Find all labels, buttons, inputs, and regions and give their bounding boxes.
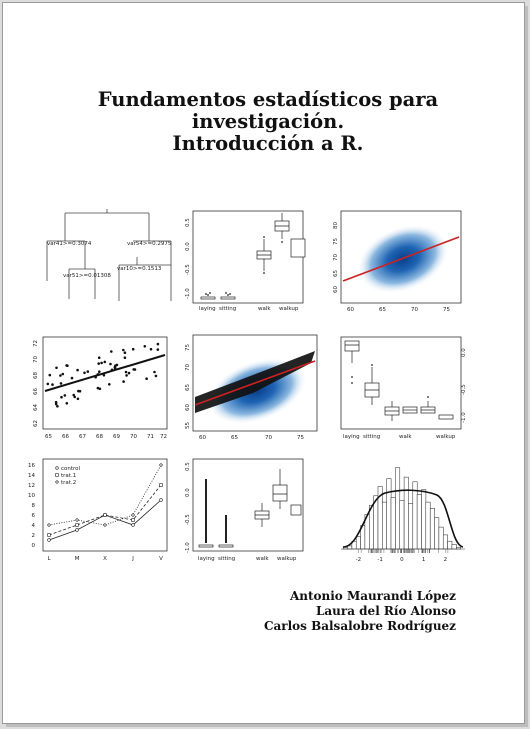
x-tick-label: 65 xyxy=(379,307,386,313)
x-tick-label: walk xyxy=(399,434,412,440)
x-tick-label: sitting xyxy=(218,556,236,562)
scatter-point xyxy=(60,396,63,399)
y-tick-label: -1.0 xyxy=(185,542,191,553)
scatter-point xyxy=(157,343,160,346)
scatter-point xyxy=(109,363,112,366)
x-tick-label: 70 xyxy=(130,434,137,440)
histogram-bar xyxy=(430,508,434,549)
histogram-bar xyxy=(426,502,430,549)
boxplot-panel-2 xyxy=(341,337,467,440)
x-tick-label: 65 xyxy=(231,435,238,441)
scatter-point xyxy=(100,362,103,365)
title-line-3: Introducción a R. xyxy=(172,132,364,155)
y-tick-label: 0.0 xyxy=(185,242,191,251)
x-tick-label: 70 xyxy=(265,435,272,441)
scatter-point xyxy=(77,398,80,401)
data-point xyxy=(160,499,163,502)
histogram-bar xyxy=(408,504,412,549)
x-tick-label: 67 xyxy=(79,434,86,440)
histogram-bar xyxy=(356,537,360,550)
y-tick-label: 8 xyxy=(31,503,35,509)
x-tick-label: M xyxy=(74,556,80,562)
y-tick-label: 4 xyxy=(31,523,35,529)
scatter-point xyxy=(62,373,65,376)
x-tick-label: 66 xyxy=(62,434,69,440)
y-tick-label: 75 xyxy=(333,238,339,245)
x-tick-label: 68 xyxy=(96,434,103,440)
x-tick-label: 72 xyxy=(160,434,167,440)
legend xyxy=(55,466,80,486)
histogram-panel xyxy=(341,468,465,563)
box xyxy=(273,485,287,501)
box xyxy=(345,341,359,351)
tree-label: var51>=0.01308 xyxy=(63,273,111,279)
x-tick-label: 2 xyxy=(443,557,448,563)
data-point xyxy=(48,534,51,537)
outlier-column xyxy=(205,479,207,543)
y-tick-label: 68 xyxy=(33,372,39,379)
box xyxy=(291,239,305,257)
box xyxy=(221,297,235,299)
scatter-point xyxy=(132,368,135,371)
y-tick-label: 0.0 xyxy=(461,348,467,357)
histogram-bar xyxy=(404,477,408,549)
figure-grid xyxy=(23,201,467,563)
y-tick-label: -1.0 xyxy=(461,412,467,423)
scatter-point xyxy=(76,369,79,372)
author-name: Laura del Río Alonso xyxy=(315,604,456,618)
document-page xyxy=(2,2,525,724)
title-line-2: investigación. xyxy=(191,110,345,133)
y-tick-label: 64 xyxy=(33,404,39,411)
x-tick-label: 60 xyxy=(347,307,354,313)
book-title xyxy=(63,89,473,155)
y-tick-label: 2 xyxy=(31,533,35,539)
scatter-point xyxy=(71,377,74,380)
y-tick-label: 65 xyxy=(185,384,191,391)
x-tick-label: walkup xyxy=(279,306,299,312)
y-tick-label: -0.5 xyxy=(185,264,191,275)
x-tick-label: walkup xyxy=(436,434,456,440)
scatter-point xyxy=(144,345,147,348)
y-tick-label: 62 xyxy=(33,420,39,427)
data-point xyxy=(159,463,162,466)
box xyxy=(201,297,215,299)
histogram-bar xyxy=(417,494,421,549)
scatter-point xyxy=(77,390,80,393)
legend-entry: trat.2 xyxy=(61,480,77,486)
y-tick-label: 70 xyxy=(33,356,39,363)
scatter-point xyxy=(155,375,158,378)
x-tick-label: V xyxy=(159,556,163,562)
scatter-point xyxy=(65,364,68,367)
scatter-point xyxy=(124,351,127,354)
scatter-point xyxy=(125,371,128,374)
scatter-point xyxy=(108,383,111,386)
scatter-point xyxy=(59,374,62,377)
y-tick-label: -0.5 xyxy=(461,384,467,395)
x-tick-label: 75 xyxy=(443,307,450,313)
histogram-bar xyxy=(391,497,395,549)
y-tick-label: 0 xyxy=(31,543,35,549)
data-point xyxy=(47,523,50,526)
box xyxy=(199,545,213,547)
y-tick-label: 70 xyxy=(185,364,191,371)
x-tick-label: 0 xyxy=(400,557,404,563)
y-tick-label: 60 xyxy=(185,404,191,411)
x-tick-label: -1 xyxy=(377,557,383,563)
tree-label: var41>=0.3074 xyxy=(47,241,92,247)
tree-label: var54>=0.2975 xyxy=(127,241,172,247)
legend-entry: trat.1 xyxy=(61,473,77,479)
x-tick-label: 71 xyxy=(147,434,154,440)
histogram-bar xyxy=(382,502,386,549)
scatter-point xyxy=(83,372,86,375)
box xyxy=(291,505,301,515)
y-tick-label: 6 xyxy=(31,513,35,519)
y-tick-label: -0.5 xyxy=(185,514,191,525)
x-tick-label: 60 xyxy=(199,435,206,441)
data-point xyxy=(103,523,106,526)
tree-label: var10>=0.1513 xyxy=(117,266,162,272)
x-tick-label: 75 xyxy=(297,435,304,441)
y-tick-label: 60 xyxy=(333,286,339,293)
data-point xyxy=(76,524,79,527)
y-tick-label: 0.5 xyxy=(185,462,191,471)
y-tick-label: -1.0 xyxy=(185,288,191,299)
histogram-bar xyxy=(452,544,456,549)
outlier-column xyxy=(225,515,227,543)
x-tick-label: walk xyxy=(256,556,269,562)
y-tick-label: 66 xyxy=(33,388,39,395)
series-line xyxy=(49,485,161,535)
data-point xyxy=(75,518,78,521)
histogram-bar xyxy=(443,535,447,549)
x-tick-label: sitting xyxy=(363,434,381,440)
scatter-point xyxy=(55,367,58,370)
y-tick-label: 12 xyxy=(28,483,35,489)
scatter-point xyxy=(87,370,90,373)
boxplot-panel-3 xyxy=(185,459,303,562)
scatter-point xyxy=(51,383,54,386)
author-name: Antonio Maurandi López xyxy=(289,589,456,603)
scatter-point xyxy=(49,374,52,377)
title-line-1: Fundamentos estadísticos para xyxy=(97,88,439,111)
scatter-point xyxy=(122,380,125,383)
scatter-point xyxy=(157,348,160,351)
box xyxy=(439,415,453,419)
histogram-bar xyxy=(400,501,404,550)
x-tick-label: laying xyxy=(198,556,215,562)
x-tick-label: L xyxy=(47,556,51,562)
x-tick-label: walkup xyxy=(277,556,297,562)
scatter-point xyxy=(104,361,107,364)
histogram-bar xyxy=(422,490,426,549)
scatter-point xyxy=(153,371,156,374)
y-tick-label: 75 xyxy=(185,344,191,351)
scatter-point xyxy=(64,394,67,397)
data-point xyxy=(104,514,107,517)
scatter-point xyxy=(55,403,58,406)
histogram-bar xyxy=(413,482,417,549)
points-panel xyxy=(33,337,167,440)
histogram-bar xyxy=(439,527,443,549)
scatter-point xyxy=(99,388,102,391)
authors-block xyxy=(264,589,456,634)
x-tick-label: 65 xyxy=(45,434,52,440)
data-point xyxy=(48,539,51,542)
x-tick-label: -2 xyxy=(355,557,362,563)
y-tick-label: 14 xyxy=(28,473,35,479)
scatter-point xyxy=(122,349,125,352)
y-tick-label: 16 xyxy=(28,463,35,469)
scatter-point xyxy=(132,348,135,351)
histogram-bar xyxy=(395,468,399,549)
scatter-point xyxy=(124,356,127,359)
x-tick-label: 1 xyxy=(421,557,426,563)
y-tick-label: 65 xyxy=(333,270,339,277)
x-tick-label: 69 xyxy=(113,434,120,440)
data-point xyxy=(132,519,135,522)
y-tick-label: 0.0 xyxy=(185,488,191,497)
tree-panel xyxy=(47,209,172,301)
data-point xyxy=(76,529,79,532)
scatter-point xyxy=(116,364,119,367)
y-tick-label: 72 xyxy=(33,340,39,347)
y-tick-label: 10 xyxy=(28,493,35,499)
line-panel xyxy=(28,459,167,562)
data-point xyxy=(131,513,134,516)
scatter-point xyxy=(72,394,75,397)
scatter-point xyxy=(97,362,100,365)
scatter-point xyxy=(145,377,148,380)
x-tick-label: walk xyxy=(258,306,271,312)
density-panel-1 xyxy=(333,211,461,313)
histogram-bar xyxy=(448,541,452,549)
density-panel-2 xyxy=(185,335,317,441)
scatter-point xyxy=(98,370,101,373)
data-point xyxy=(160,484,163,487)
x-tick-label: 70 xyxy=(411,307,418,313)
legend-entry: control xyxy=(61,466,81,472)
scatter-point xyxy=(60,382,63,385)
scatter-point xyxy=(150,348,153,351)
histogram-bar xyxy=(435,518,439,549)
boxplot-panel-1 xyxy=(185,211,305,312)
box xyxy=(219,545,233,547)
x-tick-label: J xyxy=(132,556,134,562)
x-tick-label: laying xyxy=(199,306,216,312)
data-point xyxy=(132,524,135,527)
scatter-point xyxy=(47,383,50,386)
scatter-point xyxy=(66,402,69,405)
x-tick-label: laying xyxy=(343,434,360,440)
y-tick-label: 0.5 xyxy=(185,218,191,227)
scatter-point xyxy=(56,405,59,408)
author-name: Carlos Balsalobre Rodríguez xyxy=(263,619,456,633)
y-tick-label: 70 xyxy=(333,254,339,261)
scatter-point xyxy=(128,372,131,375)
y-tick-label: 80 xyxy=(333,222,339,229)
histogram-bar xyxy=(387,479,391,549)
scatter-point xyxy=(110,350,113,353)
scatter-point xyxy=(125,374,128,377)
x-tick-label: X xyxy=(103,556,107,562)
x-tick-label: sitting xyxy=(219,306,237,312)
scatter-point xyxy=(98,356,101,359)
y-tick-label: 55 xyxy=(185,422,191,429)
